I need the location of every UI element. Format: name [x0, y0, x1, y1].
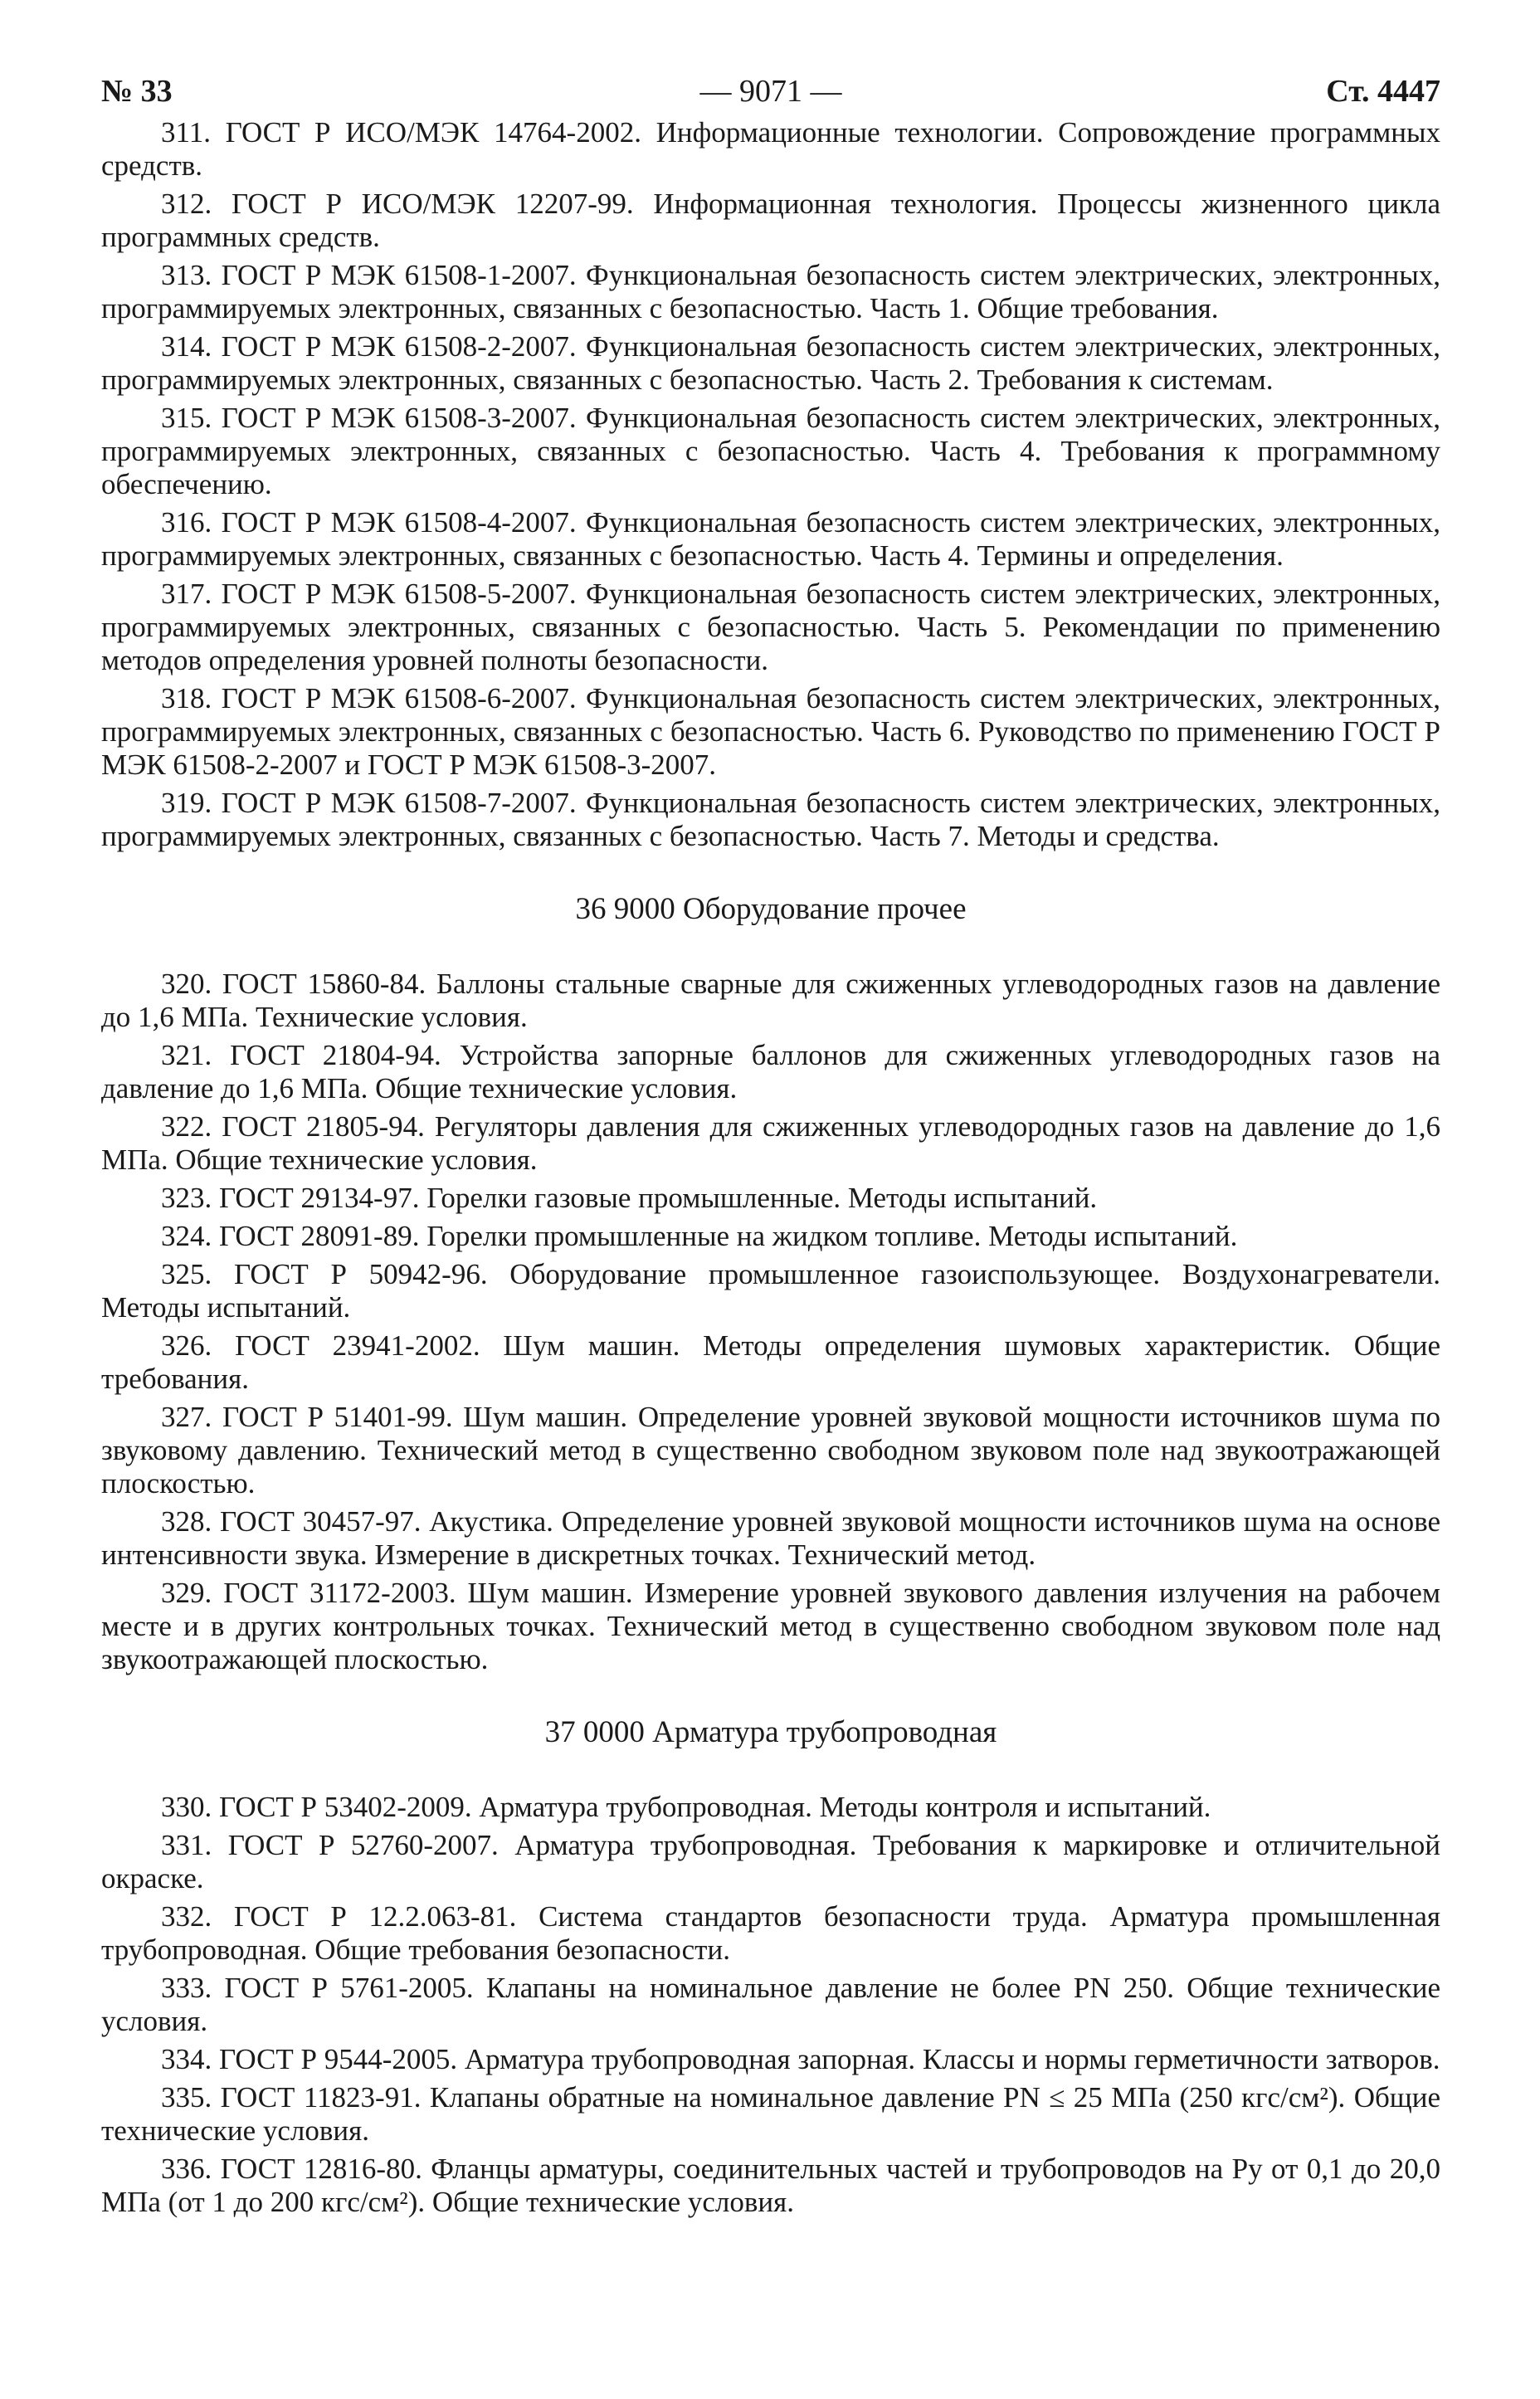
- list-item: 336. ГОСТ 12816-80. Фланцы арматуры, соединительных частей и трубопроводов на Pу от 0,1 до 20,0 МПа (от 1 до 200 кгс/см²). Общие технические условия.: [101, 2153, 1440, 2218]
- list-item: 313. ГОСТ Р МЭК 61508-1-2007. Функциональная безопасность систем электрических, электронных, программируемых электронных, связанных с безопасностью. Часть 1. Общие требования.: [101, 259, 1440, 324]
- list-item: 330. ГОСТ Р 53402-2009. Арматура трубопроводная. Методы контроля и испытаний.: [161, 1791, 1211, 1823]
- list-item: 327. ГОСТ Р 51401-99. Шум машин. Определение уровней звуковой мощности источников шума по звуковому давлению. Технический метод в существенно свободном звуковом поле над звукоотражающей плоскостью.: [101, 1401, 1440, 1499]
- list-item: 321. ГОСТ 21804-94. Устройства запорные баллонов для сжиженных углеводородных газов на давление до 1,6 МПа. Общие технические условия.: [101, 1039, 1440, 1104]
- list-item: 317. ГОСТ Р МЭК 61508-5-2007. Функциональная безопасность систем электрических, электронных, программируемых электронных, связанных с безопасностью. Часть 5. Рекомендации по применению методов определения уровней полноты безопасности.: [101, 578, 1440, 676]
- list-item: 316. ГОСТ Р МЭК 61508-4-2007. Функциональная безопасность систем электрических, электронных, программируемых электронных, связанных с безопасностью. Часть 4. Термины и определения.: [101, 506, 1440, 572]
- list-item: 314. ГОСТ Р МЭК 61508-2-2007. Функциональная безопасность систем электрических, электронных, программируемых электронных, связанных с безопасностью. Часть 2. Требования к системам.: [101, 330, 1440, 396]
- list-item: 319. ГОСТ Р МЭК 61508-7-2007. Функциональная безопасность систем электрических, электронных, программируемых электронных, связанных с безопасностью. Часть 7. Методы и средства.: [101, 787, 1440, 852]
- document-body: [101, 116, 1440, 2219]
- list-item: 318. ГОСТ Р МЭК 61508-6-2007. Функциональная безопасность систем электрических, электронных, программируемых электронных, связанных с безопасностью. Часть 6. Руководство по применению ГОСТ Р МЭК 61508-2-2007 и ГОСТ Р МЭК 61508-3-2007.: [101, 682, 1440, 781]
- list-item: 326. ГОСТ 23941-2002. Шум машин. Методы определения шумовых характеристик. Общие требования.: [101, 1329, 1440, 1395]
- list-item: 331. ГОСТ Р 52760-2007. Арматура трубопроводная. Требования к маркировке и отличительной окраске.: [101, 1829, 1440, 1894]
- list-item: 333. ГОСТ Р 5761-2005. Клапаны на номинальное давление не более PN 250. Общие технические условия.: [101, 1972, 1440, 2037]
- list-item: 312. ГОСТ Р ИСО/МЭК 12207-99. Информационная технология. Процессы жизненного цикла программных средств.: [101, 188, 1440, 253]
- list-item: 328. ГОСТ 30457-97. Акустика. Определение уровней звуковой мощности источников шума на основе интенсивности звука. Измерение в дискретных точках. Технический метод.: [101, 1505, 1440, 1571]
- document-page: [101, 66, 1440, 2224]
- list-item: 334. ГОСТ Р 9544-2005. Арматура трубопроводная запорная. Классы и нормы герметичности затворов.: [161, 2043, 1440, 2075]
- list-item: 311. ГОСТ Р ИСО/МЭК 14764-2002. Информационные технологии. Сопровождение программных средств.: [101, 116, 1440, 182]
- list-item: 329. ГОСТ 31172-2003. Шум машин. Измерение уровней звукового давления излучения на рабочем месте и в других контрольных точках. Технический метод в существенно свободном звуковом поле над звукоотражающей плоскостью.: [101, 1577, 1440, 1675]
- list-item: 323. ГОСТ 29134-97. Горелки газовые промышленные. Методы испытаний.: [161, 1182, 1098, 1214]
- issue-number: № 33: [101, 74, 173, 109]
- page-number: — 9071 —: [699, 74, 842, 109]
- page-header: [101, 66, 1440, 116]
- list-item: 324. ГОСТ 28091-89. Горелки промышленные на жидком топливе. Методы испытаний.: [161, 1220, 1238, 1252]
- list-item: 322. ГОСТ 21805-94. Регуляторы давления для сжиженных углеводородных газов на давление до 1,6 МПа. Общие технические условия.: [101, 1110, 1440, 1176]
- list-item: 332. ГОСТ Р 12.2.063-81. Система стандартов безопасности труда. Арматура промышленная трубопроводная. Общие требования безопасности.: [101, 1900, 1440, 1966]
- list-item: 335. ГОСТ 11823-91. Клапаны обратные на номинальное давление PN ≤ 25 МПа (250 кгс/см²). Общие технические условия.: [101, 2081, 1440, 2147]
- list-item: 315. ГОСТ Р МЭК 61508-3-2007. Функциональная безопасность систем электрических, электронных, программируемых электронных, связанных с безопасностью. Часть 4. Требования к программному обеспечению.: [101, 402, 1440, 500]
- section-heading: 36 9000 Оборудование прочее: [575, 892, 967, 926]
- article-number: Ст. 4447: [1326, 74, 1440, 109]
- section-heading: 37 0000 Арматура трубопроводная: [544, 1715, 997, 1749]
- list-item: 325. ГОСТ Р 50942-96. Оборудование промышленное газоиспользующее. Воздухонагреватели. Методы испытаний.: [101, 1258, 1440, 1324]
- list-item: 320. ГОСТ 15860-84. Баллоны стальные сварные для сжиженных углеводородных газов на давление до 1,6 МПа. Технические условия.: [101, 968, 1440, 1033]
